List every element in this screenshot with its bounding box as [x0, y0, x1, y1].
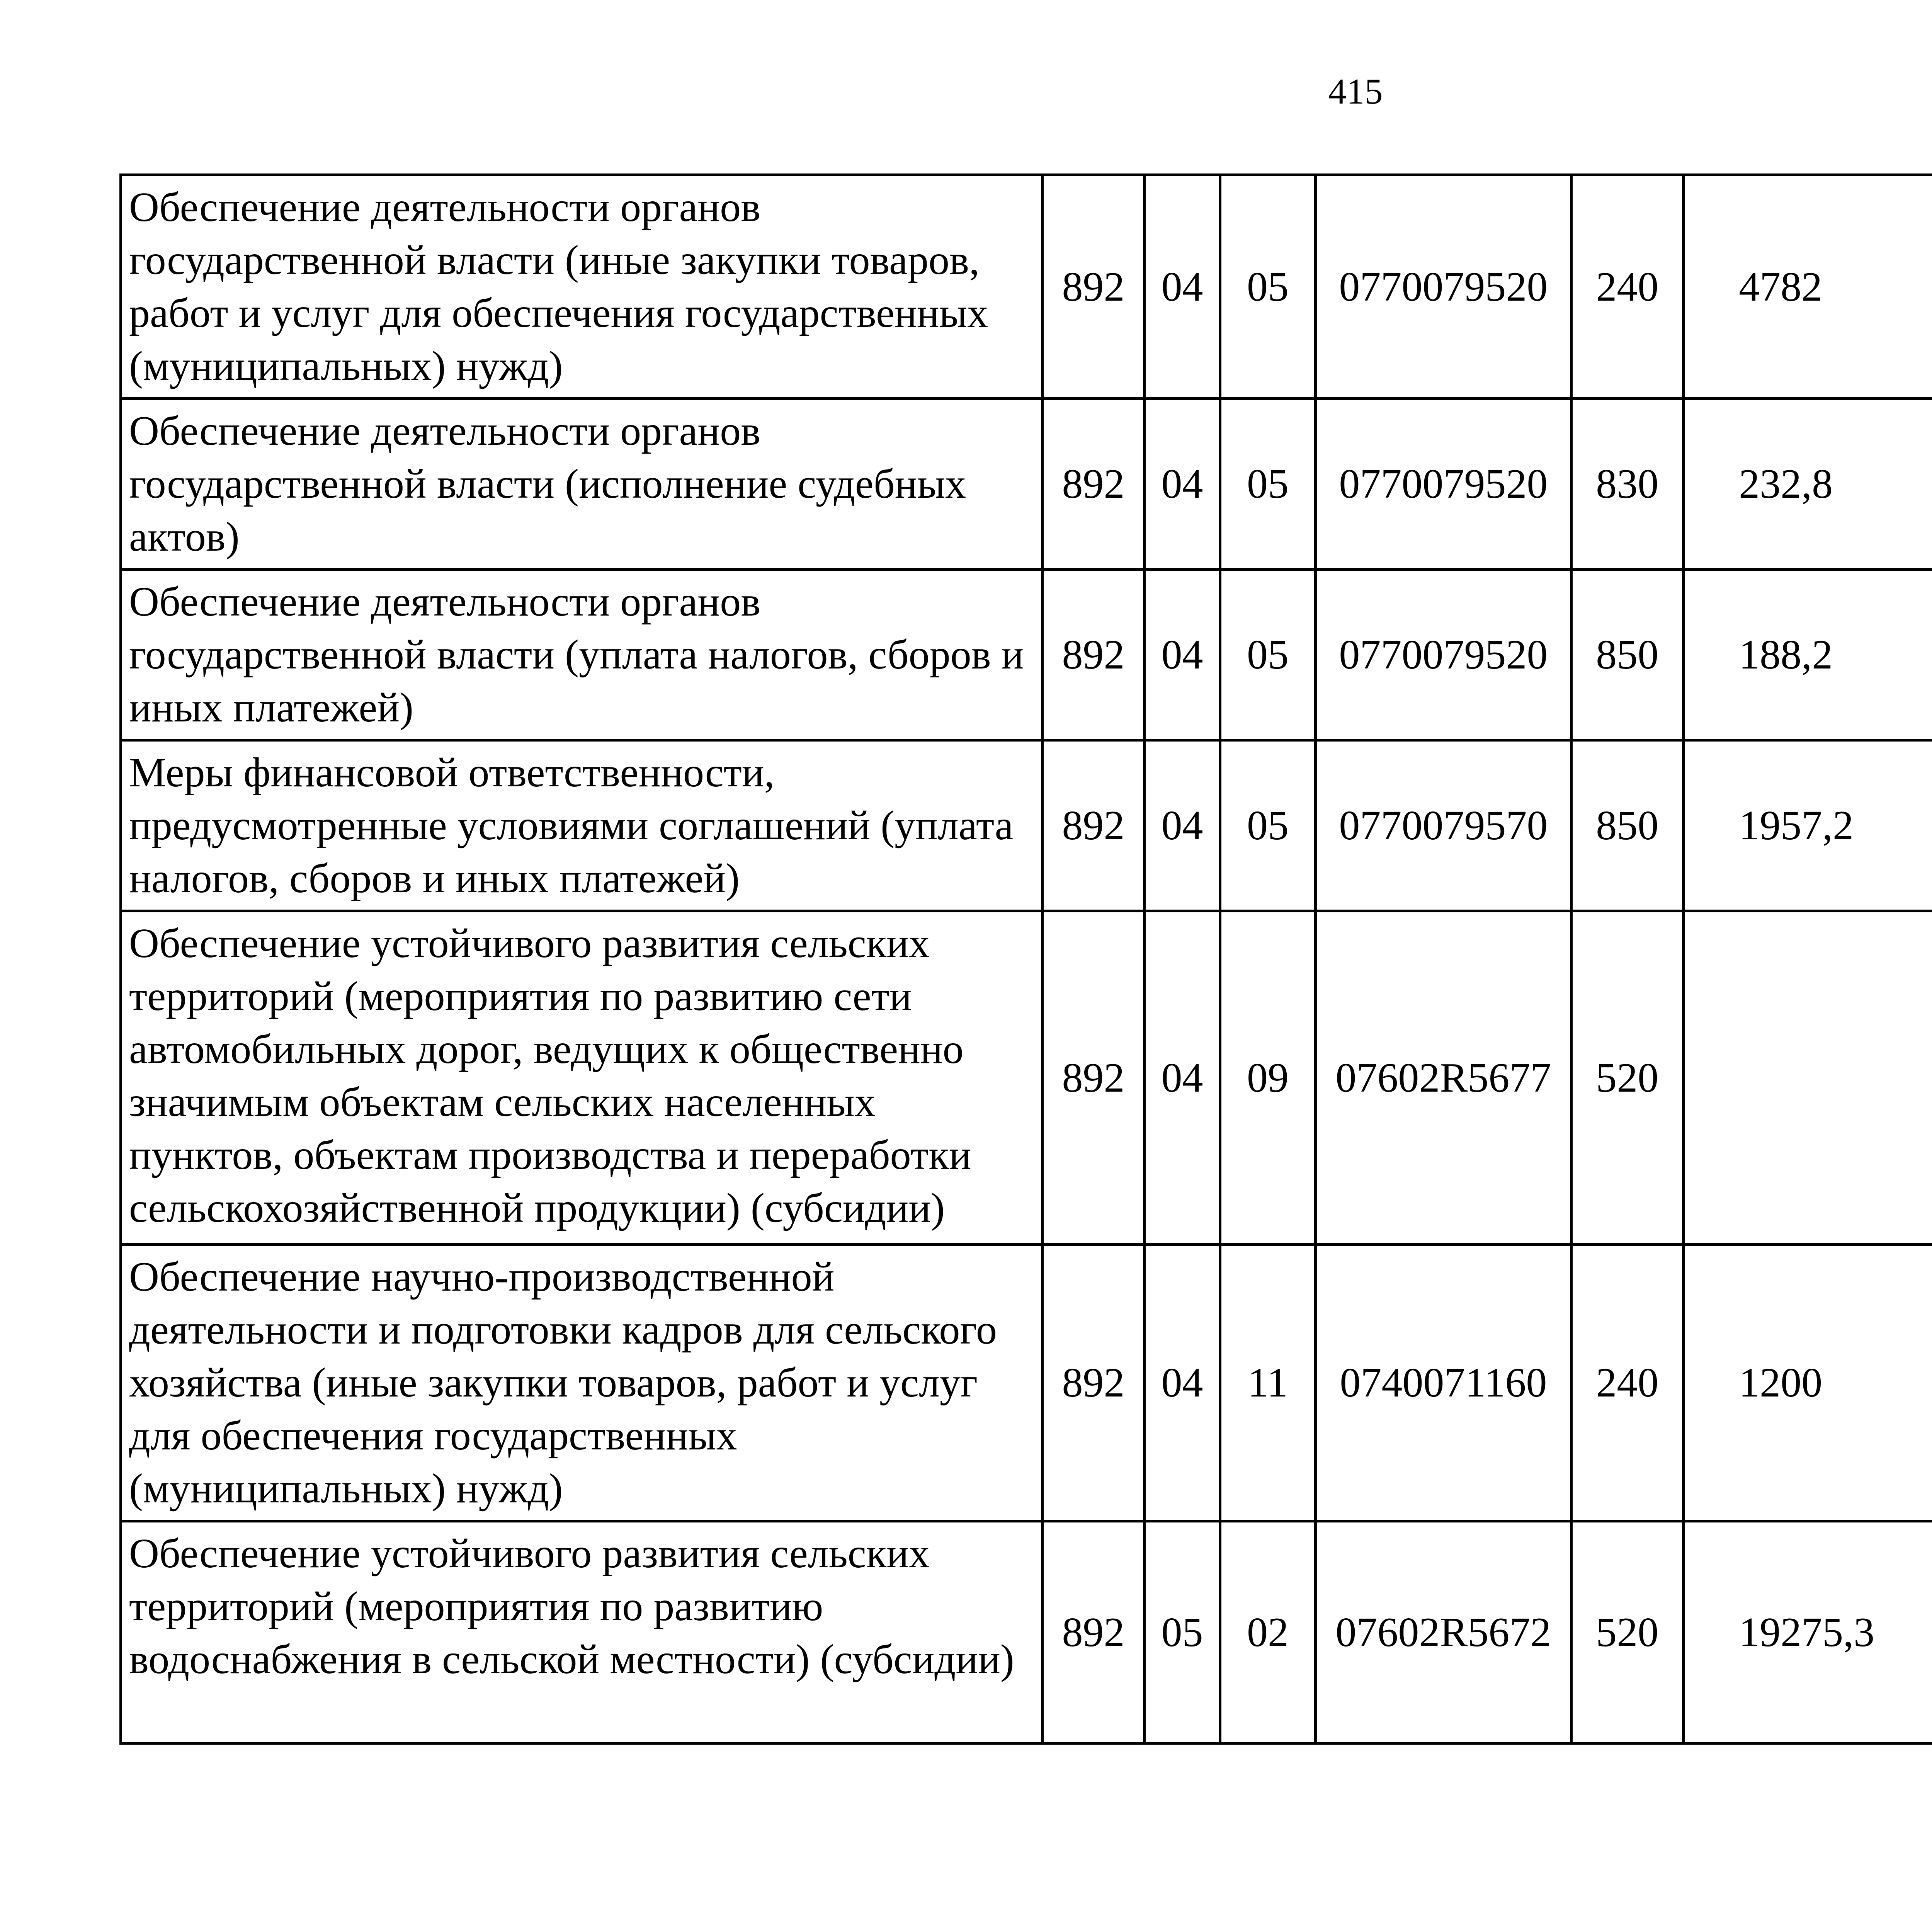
- target-item-code: 07602R5672: [1316, 1521, 1571, 1744]
- expense-type-code: 850: [1571, 740, 1684, 911]
- ministry-code: 892: [1042, 175, 1145, 399]
- row-description: Обеспечение деятельности органов государственной власти (уплата налогов, сборов и иных платежей): [121, 570, 1043, 740]
- ministry-code: 892: [1042, 1245, 1145, 1521]
- amount-1: [1684, 911, 1932, 1245]
- target-item-code: 0770079520: [1316, 175, 1571, 399]
- section-code: 04: [1145, 1245, 1220, 1521]
- page-number: 415: [1328, 71, 1383, 112]
- row-description: Меры финансовой ответственности, предусмотренные условиями соглашений (уплата налогов, сборов и иных платежей): [121, 740, 1043, 911]
- budget-table: [119, 173, 1932, 1745]
- amount-1: 19275,3: [1684, 1521, 1932, 1744]
- expense-type-code: 240: [1571, 175, 1684, 399]
- subsection-code: 05: [1220, 740, 1315, 911]
- section-code: 04: [1145, 911, 1220, 1245]
- expense-type-code: 830: [1571, 399, 1684, 570]
- section-code: 04: [1145, 399, 1220, 570]
- ministry-code: 892: [1042, 740, 1145, 911]
- subsection-code: 05: [1220, 399, 1315, 570]
- row-description: Обеспечение деятельности органов государственной власти (иные закупки товаров, работ и услуг для обеспечения государственных (муниципальных) нужд): [121, 175, 1043, 399]
- table-row: [121, 740, 1932, 911]
- expense-type-code: 520: [1571, 1521, 1684, 1744]
- ministry-code: 892: [1042, 570, 1145, 740]
- section-code: 04: [1145, 175, 1220, 399]
- section-code: 04: [1145, 570, 1220, 740]
- table-row: [121, 570, 1932, 740]
- expense-type-code: 240: [1571, 1245, 1684, 1521]
- table-row: [121, 175, 1932, 399]
- target-item-code: 0770079520: [1316, 399, 1571, 570]
- target-item-code: 0740071160: [1316, 1245, 1571, 1521]
- table-row: [121, 1521, 1932, 1744]
- subsection-code: 05: [1220, 175, 1315, 399]
- amount-1: 4782: [1684, 175, 1932, 399]
- ministry-code: 892: [1042, 1521, 1145, 1744]
- target-item-code: 07602R5677: [1316, 911, 1571, 1245]
- ministry-code: 892: [1042, 399, 1145, 570]
- section-code: 05: [1145, 1521, 1220, 1744]
- row-description: Обеспечение научно-производственной деятельности и подготовки кадров для сельского хозяйства (иные закупки товаров, работ и услуг для обеспечения государственных (муниципальных) нужд): [121, 1245, 1043, 1521]
- target-item-code: 0770079570: [1316, 740, 1571, 911]
- row-description: Обеспечение устойчивого развития сельских территорий (мероприятия по развитию водоснабжения в сельской местности) (субсидии): [121, 1521, 1043, 1744]
- target-item-code: 0770079520: [1316, 570, 1571, 740]
- row-description: Обеспечение устойчивого развития сельских территорий (мероприятия по развитию сети автомобильных дорог, ведущих к общественно значимым объектам сельских населенных пунктов, объектам производства и переработки сельскохозяйственной продукции) (субсидии): [121, 911, 1043, 1245]
- subsection-code: 02: [1220, 1521, 1315, 1744]
- amount-1: 1200: [1684, 1245, 1932, 1521]
- table-row: [121, 911, 1932, 1245]
- table-row: [121, 399, 1932, 570]
- amount-1: 188,2: [1684, 570, 1932, 740]
- amount-1: 232,8: [1684, 399, 1932, 570]
- subsection-code: 09: [1220, 911, 1315, 1245]
- amount-1: 1957,2: [1684, 740, 1932, 911]
- section-code: 04: [1145, 740, 1220, 911]
- table-row: [121, 1245, 1932, 1521]
- subsection-code: 05: [1220, 570, 1315, 740]
- ministry-code: 892: [1042, 911, 1145, 1245]
- row-description: Обеспечение деятельности органов государственной власти (исполнение судебных актов): [121, 399, 1043, 570]
- expense-type-code: 850: [1571, 570, 1684, 740]
- expense-type-code: 520: [1571, 911, 1684, 1245]
- subsection-code: 11: [1220, 1245, 1315, 1521]
